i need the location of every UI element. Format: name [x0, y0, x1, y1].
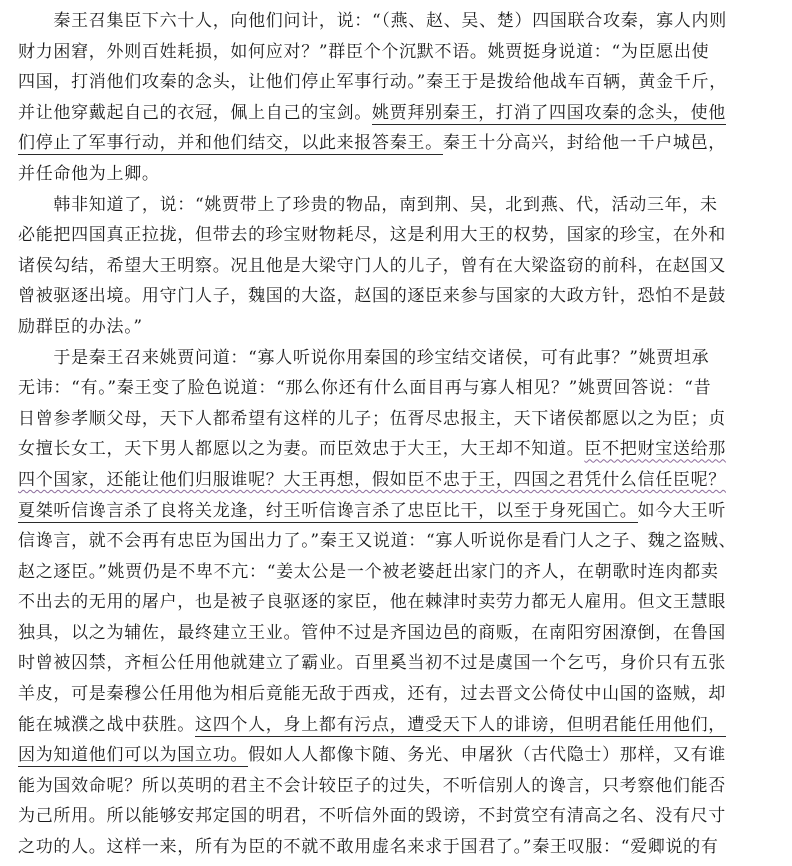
text-line [18, 37, 780, 68]
text-line [18, 220, 780, 251]
underlined-text: 臣不把财宝送给那 [584, 439, 727, 460]
underlined-text: 四个国家，还能让他们归服谁呢？大王再想，假如臣不忠于王，四国之君凭什么信任臣呢？ [18, 469, 726, 490]
text-line [18, 648, 780, 679]
underlined-text: 这四个人，身上都有污点，遭受天下人的诽谤，但明君能任用他们， [195, 714, 726, 735]
text-line [18, 740, 780, 771]
text-line [18, 679, 780, 710]
paragraph [18, 343, 780, 863]
text-line [18, 771, 780, 802]
underlined-text: 因为知道他们可以为国立功。 [18, 745, 249, 766]
text-segment: 独具，以之为辅佐，最终建立王业。管仲不过是齐国边邑的商贩，在南阳穷困潦倒，在鲁国 [18, 622, 726, 643]
underlined-text: 们停止了军事行动，并和他们结交，以此来报答秦王。 [18, 133, 443, 154]
text-line [18, 587, 780, 618]
text-line [18, 190, 780, 221]
text-line [18, 251, 780, 282]
text-line [18, 343, 780, 374]
text-segment: 秦王十分高兴，封给他一千户城邑， [442, 133, 727, 154]
text-segment: 并让他穿戴起自己的衣冠，佩上自己的宝剑。 [18, 102, 372, 123]
text-line [18, 801, 780, 832]
text-line [18, 434, 780, 465]
text-line [18, 618, 780, 649]
text-segment: 为己所用。所以能够安邦定国的明君，不听信外面的毁谤，不封赏空有清高之名、没有尺寸 [18, 806, 726, 827]
text-line [18, 465, 780, 496]
text-segment: 并任命他为上卿。 [18, 163, 160, 184]
text-line [18, 98, 780, 129]
text-segment: 日曾参孝顺父母，天下人都希望有这样的儿子；伍胥尽忠报主，天下诸侯都愿以之为臣；贞 [18, 408, 726, 429]
text-line [18, 710, 780, 741]
underlined-text: 夏桀听信谗言杀了良将关龙逢，纣王听信谗言杀了忠臣比干，以至于身死国亡。 [18, 500, 638, 521]
text-segment: 能为国效命呢？所以英明的君主不会计较臣子的过失，不听信别人的谗言，只考察他们能否 [18, 775, 726, 796]
text-segment: 赵之逐臣。”姚贾仍是不卑不亢：“姜太公是一个被老婆赶出家门的齐人，在朝歌时连肉都卖 [18, 561, 719, 582]
text-line [18, 67, 780, 98]
text-line [18, 496, 780, 527]
text-segment: 之功的人。这样一来，所有为臣的不就不敢用虚名来求于国君了。”秦王叹服：“爱卿说的有 [18, 837, 719, 858]
text-segment: 不出去的无用的屠户，也是被子良驱逐的家臣，他在棘津时卖劳力都无人雇用。但文王慧眼 [18, 592, 726, 613]
text-line [18, 526, 780, 557]
text-segment: 假如人人都像卞随、务光、申屠狄（古代隐士）那样，又有谁 [248, 745, 727, 766]
text-segment: 无讳：“有。”秦王变了脸色说道：“那么你还有什么面目再与寡人相见？”姚贾回答说：“昔 [18, 378, 712, 399]
text-line [18, 281, 780, 312]
text-segment: 于是秦王召来姚贾问道：“寡人听说你用秦国的珍宝结交诸侯，可有此事？”姚贾坦承 [18, 347, 710, 368]
text-segment: 必能把四国真正拉拢，但带去的珍宝财物耗尽，这是利用大王的权势，国家的珍宝，在外和 [18, 225, 726, 246]
text-line [18, 6, 780, 37]
text-line [18, 404, 780, 435]
text-line [18, 557, 780, 588]
text-segment: 韩非知道了，说：“姚贾带上了珍贵的物品，南到荆、吴，北到燕、代，活动三年，未 [18, 194, 718, 215]
text-line [18, 312, 780, 343]
text-line [18, 159, 780, 190]
underlined-text: 姚贾拜别秦王，打消了四国攻秦的念头，使他 [372, 102, 726, 123]
text-segment: 励群臣的办法。” [18, 316, 143, 337]
text-segment: 四国，打消他们攻秦的念头，让他们停止军事行动。”秦王于是拨给他战车百辆，黄金千斤， [18, 72, 727, 93]
text-segment: 羊皮，可是秦穆公任用他为相后竟能无敌于西戎，还有，过去晋文公倚仗中山国的盗贼，却 [18, 684, 726, 705]
text-segment: 时曾被囚禁，齐桓公任用他就建立了霸业。百里奚当初不过是虞国一个乞丐，身价只有五张 [18, 653, 726, 674]
text-segment: 曾被驱逐出境。用守门人子，魏国的大盗，赵国的逐臣来参与国家的大政方针，恐怕不是鼓 [18, 286, 726, 307]
text-line [18, 373, 780, 404]
text-segment: 如今大王听 [637, 500, 726, 521]
text-segment: 信谗言，就不会再有忠臣为国出力了。”秦王又说道：“寡人听说你是看门人之子、魏之盗贼、 [18, 531, 737, 552]
paragraph [18, 190, 780, 343]
text-segment: 财力困窘，外则百姓耗损，如何应对？”群臣个个沉默不语。姚贾挺身说道：“为臣愿出使 [18, 41, 710, 62]
text-segment: 秦王召集臣下六十人，向他们问计，说：“（燕、赵、吴、楚）四国联合攻秦，寡人内则 [18, 11, 727, 31]
text-segment: 女擅长女工，天下男人都愿以之为妻。而臣效忠于大王，大王却不知道。 [18, 439, 585, 460]
text-segment: 能在城濮之战中获胜。 [18, 714, 195, 735]
text-line [18, 128, 780, 159]
paragraph [18, 6, 780, 190]
text-line [18, 832, 780, 863]
text-segment: 诸侯勾结，希望大王明察。况且他是大梁守门人的儿子，曾有在大梁盗窃的前科，在赵国又 [18, 255, 726, 276]
